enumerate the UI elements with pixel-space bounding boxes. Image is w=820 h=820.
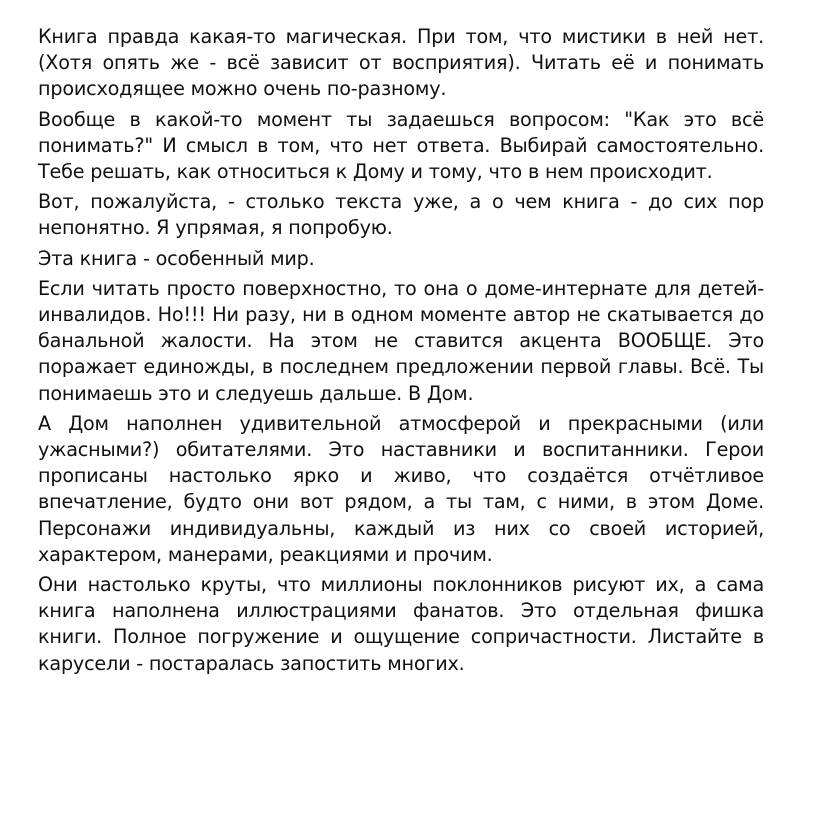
paragraph-fans: Они настолько круты, что миллионы поклонников рисуют их, а сама книга наполнена иллюстрациями фанатов. Это отдельная фишка книги. Полное погружение и ощущение сопричастности. Листайте в карусели - постаралась запостить многих.	[38, 573, 764, 675]
paragraph-magic: Книга правда какая-то магическая. При том, что мистики в ней нет. (Хотя опять же - всё зависит от восприятия). Читать её и понимать происходящее можно очень по-разному.	[38, 25, 764, 101]
paragraph-question: Вообще в какой-то момент ты задаешься вопросом: "Как это всё понимать?" И смысл в том, что нет ответа. Выбирай самостоятельно. Тебе решать, как относиться к Дому и тому, что в нем происходит.	[38, 107, 764, 184]
paragraph-house: А Дом наполнен удивительной атмосферой и прекрасными (или ужасными?) обитателями. Это наставники и воспитанники. Герои прописаны настолько ярко и живо, что создаётся отчётливое впечатление, будто они вот рядом, а ты там, с ними, в этом Доме. Персонажи индивидуальны, каждый из них со своей историей, характером, манерами, реакциями и прочим.	[38, 411, 764, 566]
paragraph-attempt: Вот, пожалуйста, - столько текста уже, а о чем книга - до сих пор непонятно. Я упрямая, я попробую.	[38, 190, 764, 240]
paragraph-special-world: Эта книга - особенный мир.	[38, 246, 315, 270]
paragraph-surface-reading: Если читать просто поверхностно, то она о доме-интернате для детей-инвалидов. Но!!! Ни разу, ни в одном моменте автор не скатывается до банальной жалости. На этом не ставится акцента ВООБЩЕ. Это поражает единожды, в последнем предложении первой главы. Всё. Ты понимаешь это и следуешь дальше. В Дом.	[38, 276, 764, 405]
review-text	[38, 24, 764, 677]
